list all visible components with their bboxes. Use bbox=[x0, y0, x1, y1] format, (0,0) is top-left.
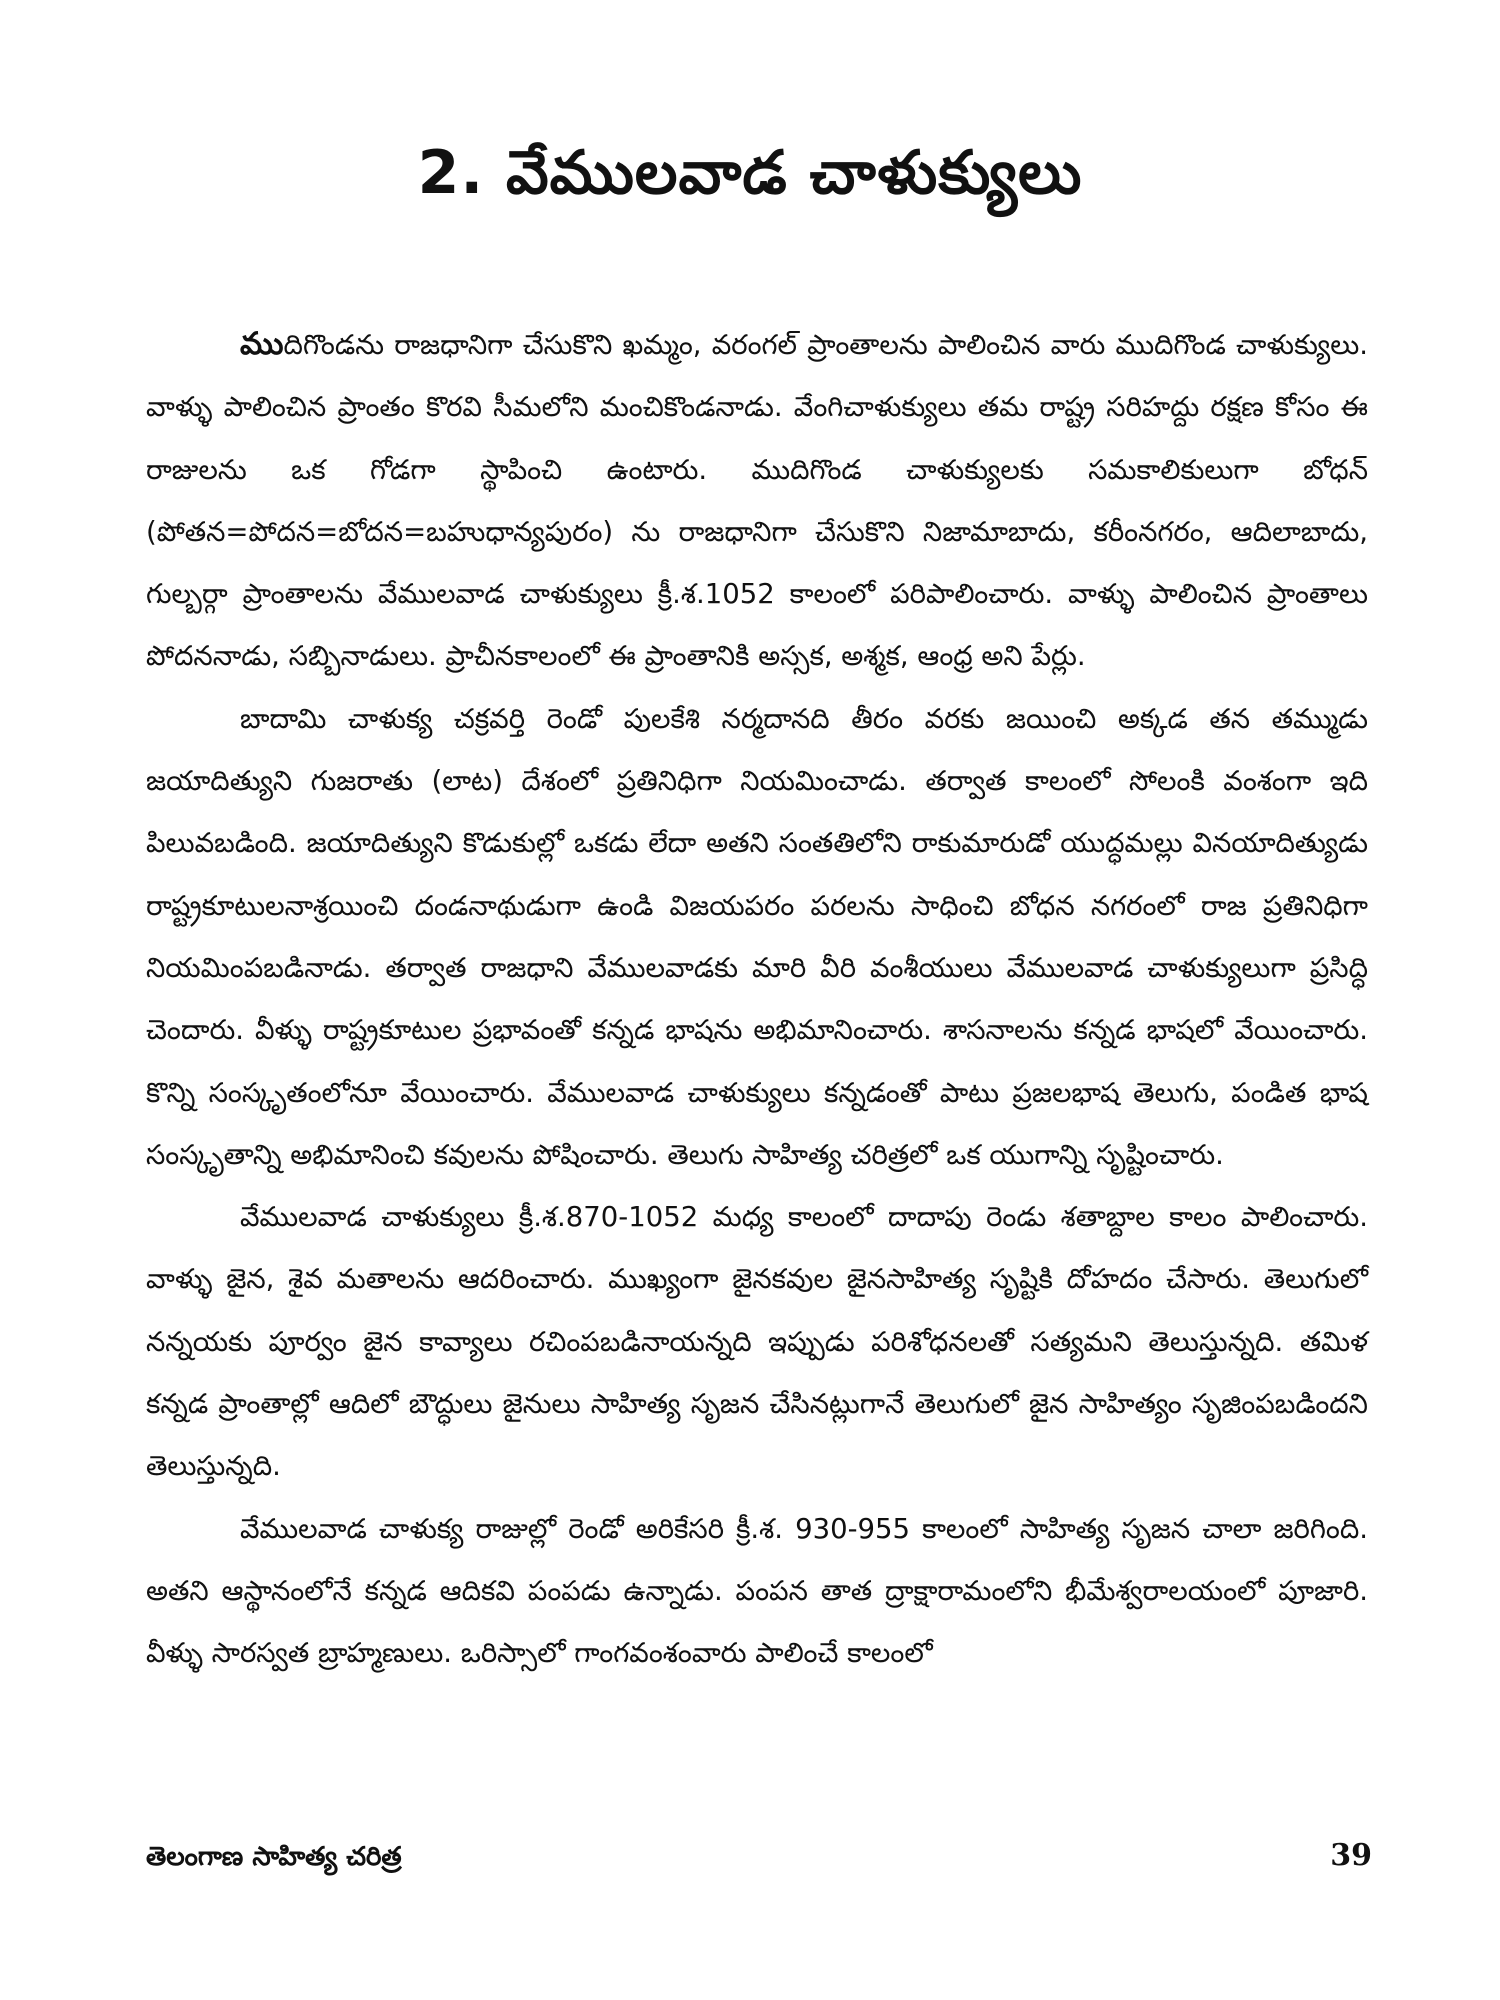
paragraph-lead: ము bbox=[240, 326, 284, 362]
paragraph-text: బాదామి చాళుక్య చక్రవర్తి రెండో పులకేశి నర్మదానది తీరం వరకు జయించి అక్కడ తన తమ్ముడు జయాదిత్యుని గుజరాతు (లాట) దేశంలో ప్రతినిధిగా నియమించాడు. తర్వాత కాలంలో సోలంకి వంశంగా ఇది పిలువబడింది. జయాదిత్యుని కొడుకుల్లో ఒకడు లేదా అతని సంతతిలోని రాకుమారుడో యుద్ధమల్లు వినయాదిత్యుడు రాష్ట్రకూటులనాశ్రయించి దండనాథుడుగా ఉండి విజయపరం పరలను సాధించి బోధన నగరంలో రాజ ప్రతినిధిగా నియమింపబడినాడు. తర్వాత రాజధాని వేములవాడకు మారి వీరి వంశీయులు వేములవాడ చాళుక్యులుగా ప్రసిద్ధి చెందారు. వీళ్ళు రాష్ట్రకూటుల ప్రభావంతో కన్నడ భాషను అభిమానించారు. శాసనాలను కన్నడ భాషలో వేయించారు. కొన్ని సంస్కృతంలోనూ వేయించారు. వేములవాడ చాళుక్యులు కన్నడంతో పాటు ప్రజలభాష తెలుగు, పండిత భాష సంస్కృతాన్ని అభిమానించి కవులను పోషించారు. తెలుగు సాహిత్య చరిత్రలో ఒక యుగాన్ని సృష్టించారు. bbox=[146, 702, 1368, 1171]
paragraph-text: దిగొండను రాజధానిగా చేసుకొని ఖమ్మం, వరంగల్ ప్రాంతాలను పాలించిన వారు ముదిగొండ చాళుక్యులు. వాళ్ళు పాలించిన ప్రాంతం కొరవి సీమలోని మంచికొండనాడు. వేంగిచాళుక్యులు తమ రాష్ట్ర సరిహద్దు రక్షణ కోసం ఈ రాజులను ఒక గోడగా స్థాపించి ఉంటారు. ముదిగొండ చాళుక్యులకు సమకాలికులుగా బోధన్ (పోతన=పోదన=బోదన=బహుధాన్యపురం) ను రాజధానిగా చేసుకొని నిజామాబాదు, కరీంనగరం, ఆదిలాబాదు, గుల్బర్గా ప్రాంతాలను వేములవాడ చాళుక్యులు క్రీ.శ.1052 కాలంలో పరిపాలించారు. వాళ్ళు పాలించిన ప్రాంతాలు పోదననాడు, సబ్బినాడులు. ప్రాచీనకాలంలో ఈ ప్రాంతానికి అస్సక, అశ్మక, ఆంధ్ర అని పేర్లు. bbox=[146, 329, 1368, 673]
paragraph-4 bbox=[146, 1498, 1368, 1685]
body-text bbox=[146, 313, 1368, 1685]
paragraph-1 bbox=[146, 313, 1368, 688]
paragraph-2 bbox=[146, 688, 1368, 1186]
paragraph-text: వేములవాడ చాళుక్యులు క్రీ.శ.870-1052 మధ్య కాలంలో దాదాపు రెండు శతాబ్దాల కాలం పాలించారు. వాళ్ళు జైన, శైవ మతాలను ఆదరించారు. ముఖ్యంగా జైనకవుల జైనసాహిత్య సృష్టికి దోహదం చేసారు. తెలుగులో నన్నయకు పూర్వం జైన కావ్యాలు రచింపబడినాయన్నది ఇప్పుడు పరిశోధనలతో సత్యమని తెలుస్తున్నది. తమిళ కన్నడ ప్రాంతాల్లో ఆదిలో బౌద్ధులు జైనులు సాహిత్య సృజన చేసినట్లుగానే తెలుగులో జైన సాహిత్యం సృజింపబడిందని తెలుస్తున్నది. bbox=[146, 1201, 1368, 1483]
footer-book-title: తెలంగాణ సాహిత్య చరిత్ర bbox=[146, 1842, 402, 1872]
paragraph-text: వేములవాడ చాళుక్య రాజుల్లో రెండో అరికేసరి క్రీ.శ. 930-955 కాలంలో సాహిత్య సృజన చాలా జరిగింది. అతని ఆస్థానంలోనే కన్నడ ఆదికవి పంపడు ఉన్నాడు. పంపన తాత ద్రాక్షారామంలోని భీమేశ్వరాలయంలో పూజారి. వీళ్ళు సారస్వత బ్రాహ్మణులు. ఒరిస్సాలో గాంగవంశంవారు పాలించే కాలంలో bbox=[146, 1512, 1368, 1670]
page-number: 39 bbox=[1330, 1838, 1372, 1873]
paragraph-3 bbox=[146, 1186, 1368, 1497]
chapter-title: 2. వేములవాడ చాళుక్యులు bbox=[417, 138, 1083, 208]
